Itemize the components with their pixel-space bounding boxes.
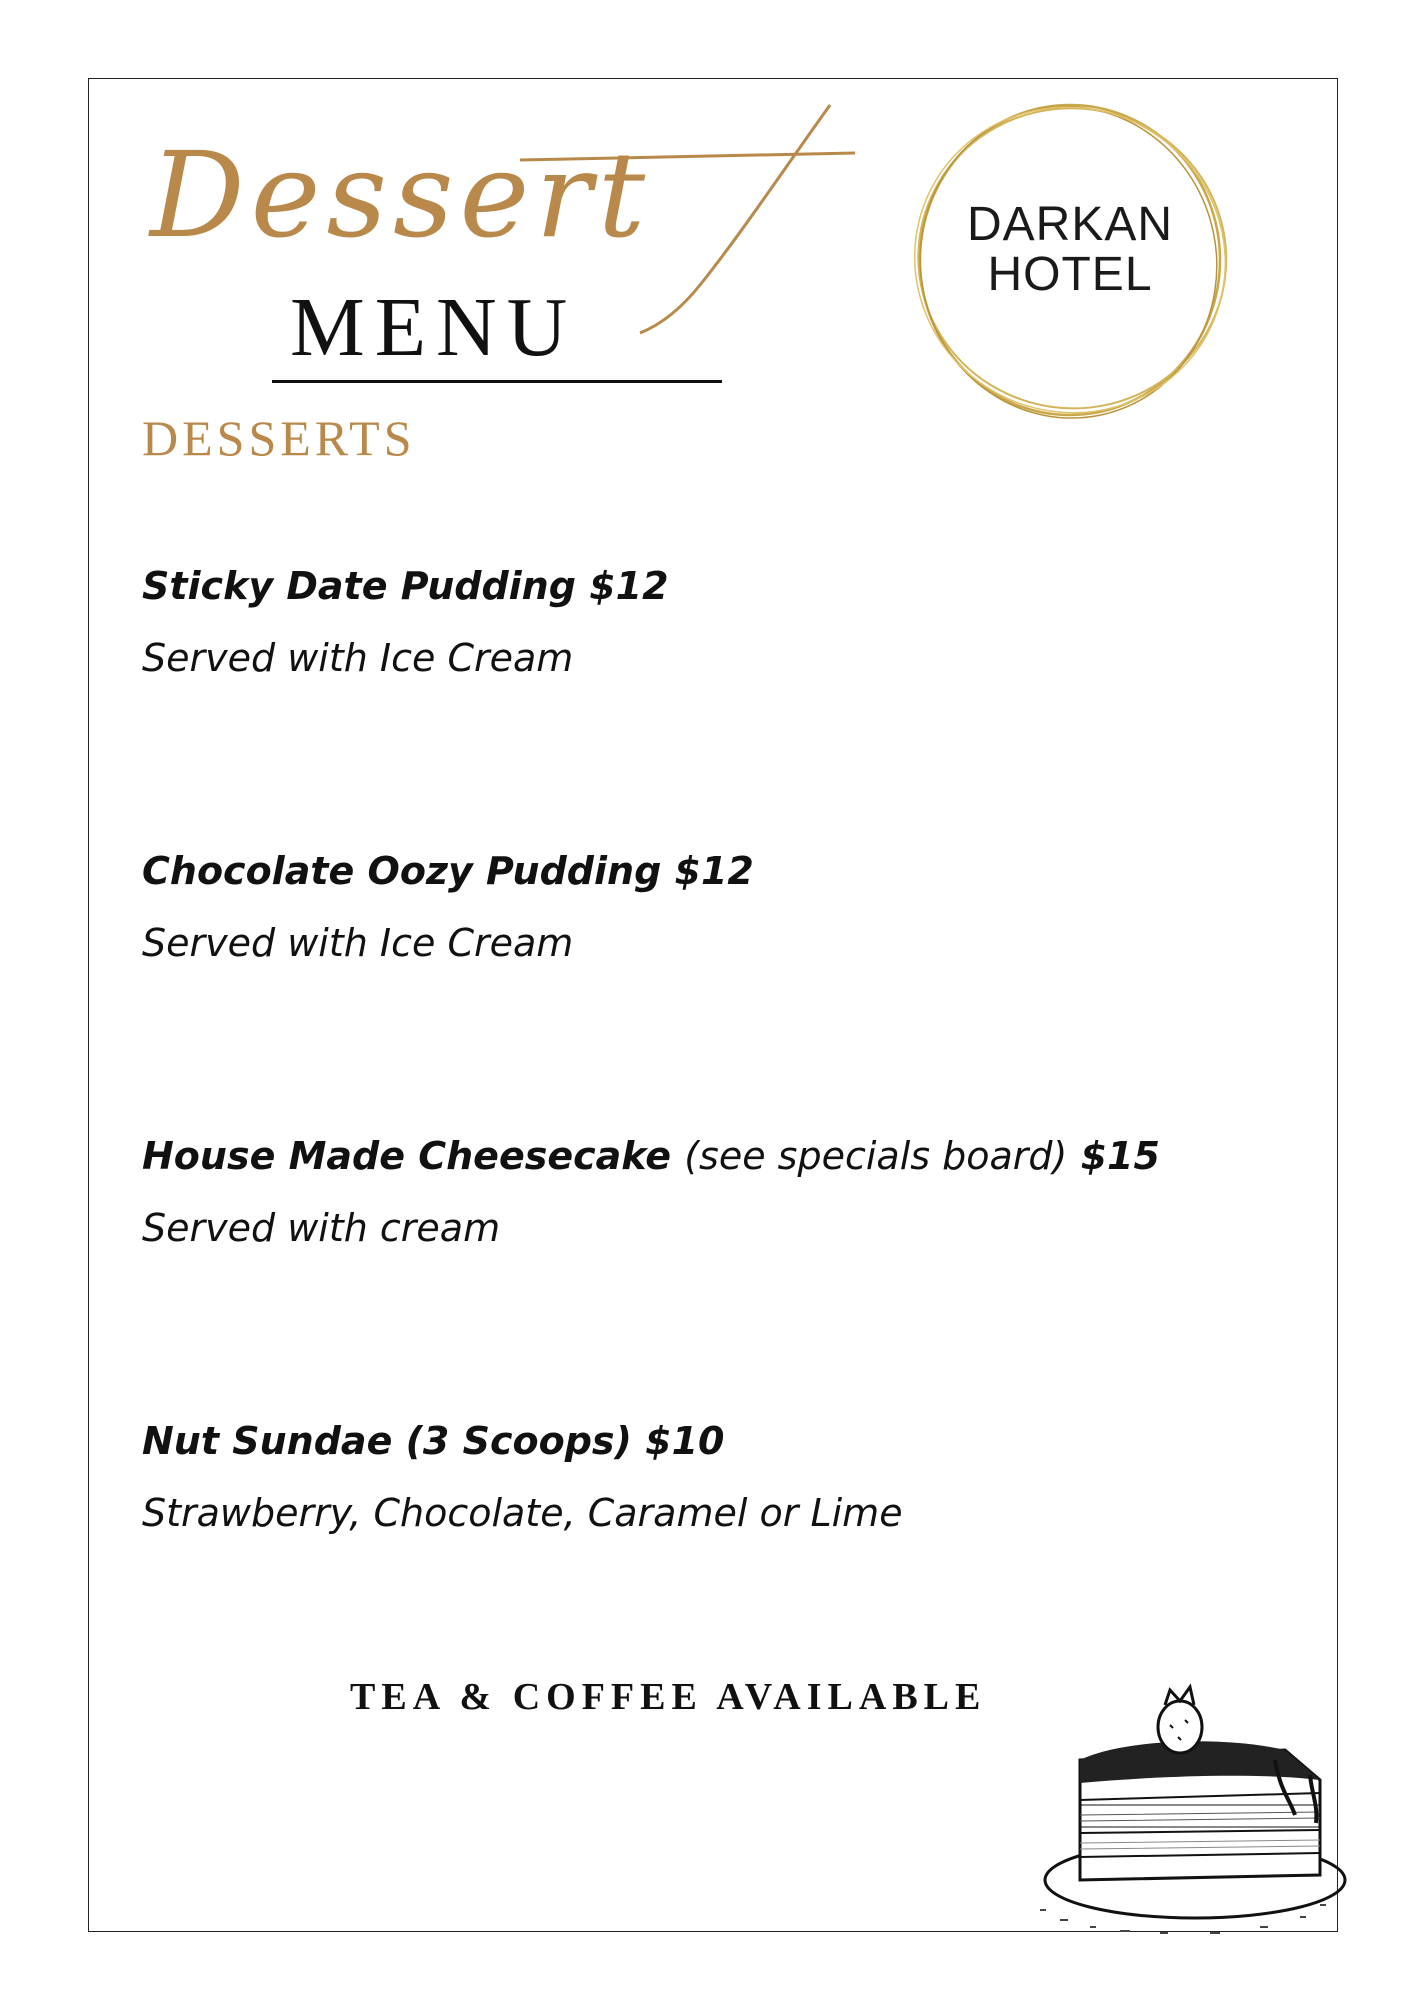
hotel-logo-text (910, 200, 1230, 300)
item-description: Served with Ice Cream (142, 921, 574, 965)
item-name: Sticky Date Pudding (142, 564, 576, 608)
cake-slice-icon (1020, 1665, 1350, 1945)
item-name: Nut Sundae (3 Scoops) (142, 1419, 632, 1463)
menu-item (142, 560, 1242, 684)
item-title (142, 560, 1242, 612)
item-price: $12 (589, 564, 669, 608)
item-price: $15 (1080, 1134, 1160, 1178)
item-description: Served with Ice Cream (142, 636, 574, 680)
item-price: $10 (645, 1419, 725, 1463)
menu-item (142, 1130, 1242, 1254)
tea-coffee-note: TEA & COFFEE AVAILABLE (350, 1676, 987, 1718)
item-title (142, 845, 1242, 897)
item-title (142, 1130, 1242, 1182)
item-description: Strawberry, Chocolate, Caramel or Lime (142, 1491, 903, 1535)
menu-divider (272, 380, 722, 383)
item-name: House Made Cheesecake (142, 1134, 671, 1178)
logo-line-1: DARKAN (966, 198, 1174, 251)
item-note: (see specials board) (684, 1134, 1068, 1178)
menu-item (142, 845, 1242, 969)
item-title (142, 1415, 1242, 1467)
section-heading: DESSERTS (142, 410, 416, 466)
menu-heading: MENU (290, 281, 578, 374)
logo-line-2: HOTEL (987, 248, 1153, 301)
item-description: Served with cream (142, 1206, 501, 1250)
menu-item (142, 1415, 1242, 1539)
item-price: $12 (674, 849, 754, 893)
item-name: Chocolate Oozy Pudding (142, 849, 662, 893)
dessert-script-title: Dessert (150, 126, 652, 264)
